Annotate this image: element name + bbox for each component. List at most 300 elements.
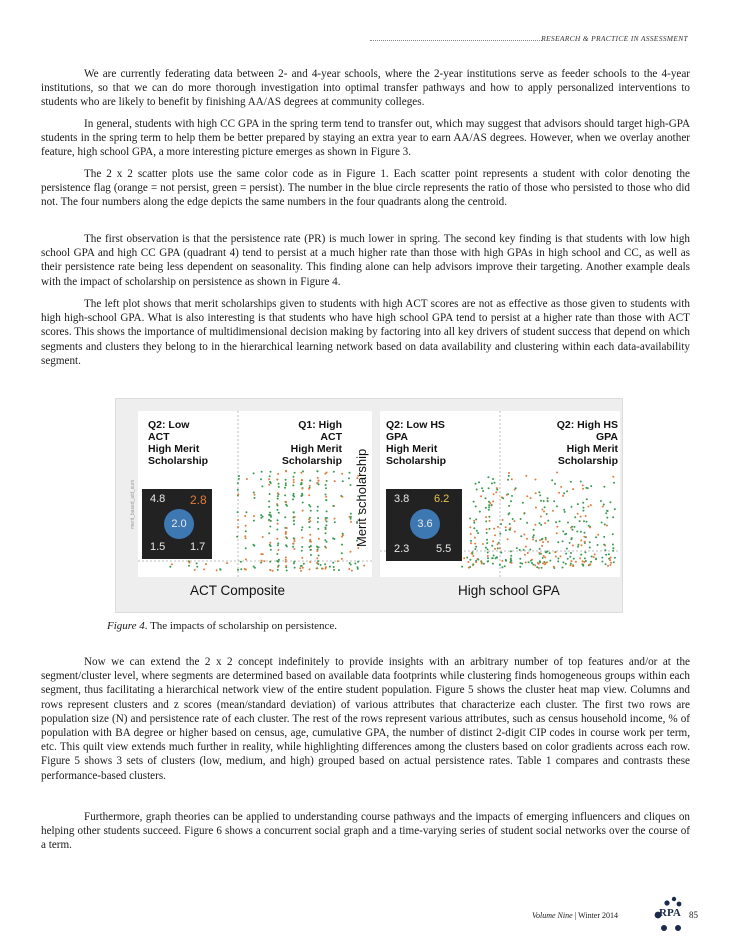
scatter-point-left [301, 537, 303, 539]
scatter-point-left [316, 482, 318, 484]
paragraph-3: The 2 x 2 scatter plots use the same color code as in Figure 1. Each scatter point represents a student with color denoting the persistence flag (orange = not persist, green = persist). The number in the blue circle represents the ratio of those who persisted to those who did not. The four numbers along the edge depicts the same numbers in the four quadrants along the centroid. [41, 168, 690, 209]
scatter-point-right [603, 536, 605, 538]
scatter-point-right [556, 505, 558, 507]
scatter-point-left [318, 538, 320, 540]
scatter-point-right [572, 488, 574, 490]
scatter-point-right [497, 526, 499, 528]
scatter-point-left [277, 505, 279, 507]
scatter-point-right [552, 510, 554, 512]
scatter-point-right [546, 513, 548, 515]
scatter-point-right [573, 558, 575, 560]
scatter-point-right [547, 520, 549, 522]
scatter-point-right [494, 534, 496, 536]
edge-tr-right: 6.2 [434, 493, 450, 505]
scatter-point-right [478, 481, 480, 483]
scatter-point-right [539, 494, 541, 496]
scatter-point-right [485, 516, 487, 518]
scatter-point-left [303, 563, 305, 565]
scatter-point-right [474, 537, 476, 539]
scatter-point-left [326, 521, 328, 523]
scatter-point-right [533, 529, 535, 531]
scatter-point-left [309, 506, 311, 508]
scatter-point-right [541, 509, 543, 511]
scatter-point-right [605, 563, 607, 565]
scatter-point-left [350, 518, 352, 520]
scatter-point-left [300, 565, 302, 567]
scatter-point-left [276, 479, 278, 481]
scatter-point-left [269, 569, 271, 571]
scatter-point-right [597, 534, 599, 536]
scatter-point-left [293, 496, 295, 498]
scatter-point-left [286, 545, 288, 547]
scatter-point-left [350, 521, 352, 523]
scatter-point-right [571, 526, 573, 528]
scatter-point-right [535, 507, 537, 509]
scatter-point-right [555, 521, 557, 523]
scatter-point-left [284, 487, 286, 489]
scatter-point-right [535, 492, 537, 494]
scatter-point-left [326, 480, 328, 482]
scatter-point-right [612, 476, 614, 478]
scatter-point-right [510, 550, 512, 552]
scatter-point-left [317, 506, 319, 508]
scatter-point-left [325, 496, 327, 498]
scatter-point-left [351, 570, 353, 572]
scatter-point-right [488, 516, 490, 518]
scatter-point-left [216, 569, 218, 571]
scatter-point-right [508, 472, 510, 474]
scatter-point-right [547, 541, 549, 543]
scatter-point-right [579, 520, 581, 522]
scatter-point-right [522, 502, 524, 504]
scatter-point-left [317, 470, 319, 472]
scatter-point-right [475, 561, 477, 563]
scatter-point-right [563, 509, 565, 511]
scatter-point-right [479, 511, 481, 513]
scatter-point-left [237, 489, 239, 491]
scatter-point-right [612, 533, 614, 535]
scatter-point-right [540, 516, 542, 518]
scatter-point-right [556, 526, 558, 528]
scatter-point-left [263, 560, 265, 562]
scatter-point-right [473, 522, 475, 524]
ratio-circle-left: 2.0 [164, 509, 194, 539]
scatter-point-right [570, 560, 572, 562]
scatter-point-left [237, 494, 239, 496]
scatter-point-left [293, 493, 295, 495]
scatter-point-right [577, 513, 579, 515]
scatter-point-right [589, 526, 591, 528]
scatter-point-right [562, 530, 564, 532]
scatter-point-right [556, 472, 558, 474]
scatter-point-left [324, 563, 326, 565]
scatter-point-right [488, 504, 490, 506]
scatter-point-left [268, 532, 270, 534]
q1-label-left: Q1: High ACT High Merit Scholarship [281, 419, 342, 467]
scatter-point-left [301, 550, 303, 552]
scatter-point-left [285, 561, 287, 563]
scatter-point-left [276, 529, 278, 531]
scatter-point-right [553, 566, 555, 568]
scatter-point-left [245, 511, 247, 513]
scatter-point-right [560, 555, 562, 557]
scatter-point-right [489, 520, 491, 522]
scatter-point-left [285, 565, 287, 567]
y-axis-label-right: Merit scholarship [354, 448, 369, 547]
scatter-point-right [469, 526, 471, 528]
scatter-point-left [278, 483, 280, 485]
scatter-point-right [492, 540, 494, 542]
scatter-point-right [565, 553, 567, 555]
scatter-point-left [237, 482, 239, 484]
scatter-point-left [269, 542, 271, 544]
scatter-point-left [302, 567, 304, 569]
scatter-point-left [285, 556, 287, 558]
scatter-point-left [189, 562, 191, 564]
scatter-point-right [576, 531, 578, 533]
scatter-point-left [294, 516, 296, 518]
scatter-point-right [601, 522, 603, 524]
scatter-point-left [329, 566, 331, 568]
scatter-point-right [481, 563, 483, 565]
scatter-point-right [475, 546, 477, 548]
scatter-point-right [509, 523, 511, 525]
scatter-point-left [285, 479, 287, 481]
scatter-point-right [580, 539, 582, 541]
scatter-point-left [285, 482, 287, 484]
scatter-point-left [293, 476, 295, 478]
scatter-point-right [529, 549, 531, 551]
scatter-point-right [539, 561, 541, 563]
scatter-point-left [254, 497, 256, 499]
edge-tl-right: 3.8 [394, 493, 410, 505]
plot-hsgpa [380, 411, 620, 577]
scatter-point-right [554, 483, 556, 485]
scatter-point-left [334, 521, 336, 523]
scatter-point-left [276, 560, 278, 562]
scatter-point-right [570, 552, 572, 554]
scatter-point-right [610, 501, 612, 503]
scatter-point-right [470, 540, 472, 542]
scatter-point-right [555, 556, 557, 558]
scatter-point-right [527, 552, 529, 554]
scatter-point-right [584, 551, 586, 553]
scatter-point-right [470, 533, 472, 535]
scatter-point-left [308, 494, 310, 496]
scatter-point-left [293, 479, 295, 481]
scatter-point-left [260, 562, 262, 564]
scatter-point-right [512, 518, 514, 520]
scatter-point-right [614, 508, 616, 510]
scatter-point-right [477, 559, 479, 561]
scatter-point-right [609, 564, 611, 566]
scatter-point-left [309, 561, 311, 563]
scatter-point-left [253, 472, 255, 474]
scatter-point-left [262, 536, 264, 538]
scatter-point-right [584, 541, 586, 543]
scatter-point-right [562, 567, 564, 569]
scatter-point-left [324, 527, 326, 529]
scatter-point-left [253, 515, 255, 517]
scatter-point-left [357, 561, 359, 563]
scatter-point-right [523, 513, 525, 515]
scatter-point-left [302, 502, 304, 504]
scatter-point-right [595, 558, 597, 560]
scatter-point-left [270, 520, 272, 522]
scatter-point-right [461, 566, 463, 568]
caption-text: . The impacts of scholarship on persistence. [144, 620, 338, 632]
scatter-point-left [300, 570, 302, 572]
scatter-point-left [277, 569, 279, 571]
scatter-point-right [566, 490, 568, 492]
scatter-point-right [488, 487, 490, 489]
scatter-point-left [357, 568, 359, 570]
scatter-point-left [276, 509, 278, 511]
scatter-point-left [322, 568, 324, 570]
scatter-point-right [612, 547, 614, 549]
scatter-point-left [244, 568, 246, 570]
scatter-point-left [349, 472, 351, 474]
scatter-point-left [276, 553, 278, 555]
scatter-point-left [309, 485, 311, 487]
scatter-point-left [245, 537, 247, 539]
scatter-point-right [591, 556, 593, 558]
scatter-point-left [300, 472, 302, 474]
scatter-point-right [477, 532, 479, 534]
scatter-point-left [253, 492, 255, 494]
scatter-point-right [482, 490, 484, 492]
scatter-point-right [505, 529, 507, 531]
scatter-point-left [196, 562, 198, 564]
scatter-point-left [245, 525, 247, 527]
scatter-point-left [292, 498, 294, 500]
scatter-point-left [286, 570, 288, 572]
scatter-point-right [528, 561, 530, 563]
scatter-point-left [272, 570, 274, 572]
scatter-point-left [350, 551, 352, 553]
scatter-point-right [539, 548, 541, 550]
scatter-point-right [541, 545, 543, 547]
scatter-point-right [476, 530, 478, 532]
scatter-point-right [497, 543, 499, 545]
edge-tl-left: 4.8 [150, 493, 166, 505]
scatter-point-right [584, 532, 586, 534]
scatter-point-right [509, 527, 511, 529]
scatter-point-left [244, 535, 246, 537]
scatter-point-right [588, 525, 590, 527]
scatter-point-left [349, 562, 351, 564]
scatter-point-right [545, 551, 547, 553]
scatter-point-right [600, 500, 602, 502]
scatter-point-right [547, 500, 549, 502]
edge-br-left: 1.7 [190, 541, 206, 553]
scatter-point-right [474, 543, 476, 545]
scatter-point-right [583, 520, 585, 522]
scatter-point-right [526, 538, 528, 540]
scatter-point-right [541, 538, 543, 540]
scatter-point-left [260, 517, 262, 519]
scatter-point-right [614, 557, 616, 559]
scatter-point-left [294, 567, 296, 569]
scatter-point-left [237, 519, 239, 521]
scatter-point-left [278, 559, 280, 561]
scatter-point-right [520, 535, 522, 537]
scatter-point-left [342, 533, 344, 535]
scatter-point-left [169, 566, 171, 568]
scatter-point-left [261, 485, 263, 487]
scatter-point-left [350, 484, 352, 486]
scatter-point-left [299, 567, 301, 569]
scatter-point-right [589, 547, 591, 549]
scatter-point-right [493, 528, 495, 530]
scatter-point-right [485, 547, 487, 549]
scatter-point-left [277, 519, 279, 521]
scatter-point-right [493, 493, 495, 495]
scatter-point-left [269, 493, 271, 495]
scatter-point-left [341, 496, 343, 498]
scatter-point-left [354, 563, 356, 565]
scatter-point-right [543, 500, 545, 502]
scatter-point-left [277, 549, 279, 551]
scatter-point-left [285, 501, 287, 503]
scatter-point-right [613, 561, 615, 563]
scatter-point-left [325, 484, 327, 486]
scatter-point-right [536, 566, 538, 568]
scatter-point-right [559, 520, 561, 522]
scatter-point-left [317, 477, 319, 479]
scatter-point-right [563, 492, 565, 494]
scatter-point-left [341, 552, 343, 554]
scatter-point-right [499, 533, 501, 535]
scatter-point-right [585, 515, 587, 517]
scatter-point-left [294, 540, 296, 542]
scatter-point-right [607, 510, 609, 512]
scatter-point-right [570, 481, 572, 483]
scatter-point-right [586, 521, 588, 523]
scatter-point-left [324, 539, 326, 541]
scatter-point-left [348, 477, 350, 479]
scatter-point-left [253, 520, 255, 522]
scatter-point-left [301, 488, 303, 490]
scatter-point-right [562, 561, 564, 563]
scatter-point-left [309, 520, 311, 522]
scatter-point-left [284, 516, 286, 518]
scatter-point-right [571, 506, 573, 508]
scatter-point-left [318, 480, 320, 482]
scatter-point-left [270, 549, 272, 551]
scatter-point-left [236, 536, 238, 538]
scatter-point-right [606, 525, 608, 527]
scatter-point-left [316, 567, 318, 569]
scatter-point-right [606, 517, 608, 519]
scatter-point-right [505, 560, 507, 562]
scatter-point-left [309, 526, 311, 528]
scatter-point-right [511, 495, 513, 497]
scatter-point-left [316, 557, 318, 559]
scatter-point-left [237, 526, 239, 528]
scatter-point-right [500, 523, 502, 525]
scatter-point-right [535, 540, 537, 542]
scatter-point-right [564, 533, 566, 535]
scatter-point-left [188, 565, 190, 567]
scatter-point-left [309, 539, 311, 541]
scatter-point-right [492, 557, 494, 559]
edge-tr-left: 2.8 [190, 493, 207, 507]
scatter-point-left [301, 495, 303, 497]
scatter-point-right [472, 555, 474, 557]
scatter-point-right [476, 489, 478, 491]
scatter-point-right [526, 522, 528, 524]
scatter-point-right [582, 484, 584, 486]
scatter-point-right [500, 552, 502, 554]
scatter-point-left [348, 568, 350, 570]
scatter-point-right [612, 544, 614, 546]
scatter-point-right [514, 531, 516, 533]
scatter-point-right [486, 528, 488, 530]
scatter-point-right [491, 545, 493, 547]
scatter-point-right [463, 557, 465, 559]
scatter-point-right [488, 501, 490, 503]
scatter-point-right [519, 562, 521, 564]
scatter-point-right [580, 481, 582, 483]
scatter-point-left [293, 561, 295, 563]
scatter-point-left [238, 478, 240, 480]
scatter-point-right [582, 565, 584, 567]
scatter-point-left [293, 562, 295, 564]
scatter-point-left [309, 549, 311, 551]
scatter-point-right [491, 482, 493, 484]
scatter-point-left [301, 546, 303, 548]
scatter-point-left [285, 533, 287, 535]
page-number: 85 [689, 910, 698, 920]
scatter-point-left [301, 479, 303, 481]
scatter-point-right [505, 526, 507, 528]
scatter-point-right [515, 487, 517, 489]
scatter-point-left [334, 480, 336, 482]
scatter-point-right [566, 548, 568, 550]
scatter-point-right [562, 495, 564, 497]
scatter-point-left [293, 511, 295, 513]
scatter-point-right [473, 501, 475, 503]
scatter-point-right [607, 565, 609, 567]
scatter-point-right [574, 516, 576, 518]
scatter-point-left [308, 488, 310, 490]
scatter-point-right [583, 536, 585, 538]
scatter-point-right [482, 543, 484, 545]
scatter-point-left [220, 569, 222, 571]
scatter-point-right [582, 502, 584, 504]
scatter-point-left [309, 480, 311, 482]
q2-label-left: Q2: Low ACT High Merit Scholarship [148, 419, 209, 467]
scatter-point-left [357, 547, 359, 549]
scatter-point-right [487, 476, 489, 478]
scatter-point-left [308, 518, 310, 520]
scatter-point-left [325, 487, 327, 489]
paragraph-5: The left plot shows that merit scholarships given to students with high ACT scores are not as effective as those given to students with high high-school GPA. What is also interesting is that students who have high school GPA tend to persist at a higher rate than those with ACT scores. This shows the importance of multidimensional decision making by factoring into all key drivers of student success that depend on which segments and clusters they belong to in the hierarchical learning network based on data availability and clustering within each data-availability segment. [41, 298, 690, 367]
scatter-point-right [485, 507, 487, 509]
scatter-point-right [575, 561, 577, 563]
scatter-point-left [292, 546, 294, 548]
scatter-point-right [499, 564, 501, 566]
scatter-point-left [301, 493, 303, 495]
scatter-point-right [581, 544, 583, 546]
scatter-point-right [487, 552, 489, 554]
ratio-panel-right [386, 489, 462, 561]
scatter-point-right [493, 555, 495, 557]
scatter-point-left [316, 546, 318, 548]
scatter-point-right [540, 524, 542, 526]
scatter-point-right [511, 562, 513, 564]
